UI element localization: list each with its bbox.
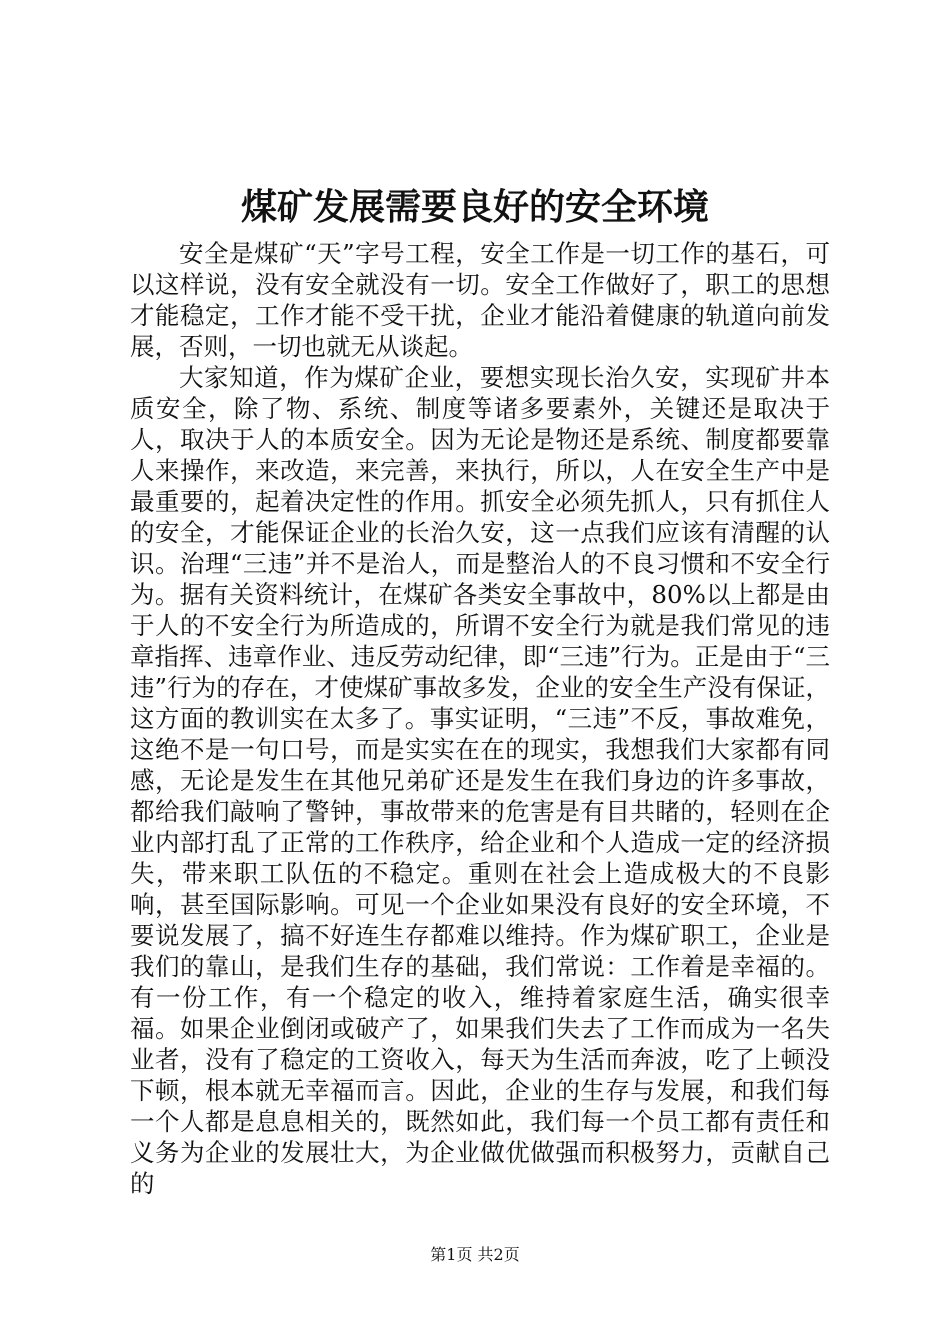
page-number-footer: 第1页 共2页 xyxy=(430,1245,520,1264)
document-body xyxy=(130,238,830,1199)
paragraph-1: 安全是煤矿“天”字号工程，安全工作是一切工作的基石，可以这样说，没有安全就没有一切。安全工作做好了，职工的思想才能稳定，工作才能不受干扰，企业才能沿着健康的轨道向前发展，否则，一切也就无从谈起。 xyxy=(130,239,830,361)
paragraph-2: 大家知道，作为煤矿企业，要想实现长治久安，实现矿井本质安全，除了物、系统、制度等诸多要素外，关键还是取决于人，取决于人的本质安全。因为无论是物还是系统、制度都要靠人来操作，来改造，来完善，来执行，所以，人在安全生产中是最重要的，起着决定性的作用。抓安全必须先抓人，只有抓住人的安全，才能保证企业的长治久安，这一点我们应该有清醒的认识。治理“三违”并不是治人，而是整治人的不良习惯和不安全行为。据有关资料统计，在煤矿各类安全事故中，80%以上都是由于人的不安全行为所造成的，所谓不安全行为就是我们常见的违章指挥、违章作业、违反劳动纪律，即“三违”行为。正是由于“三违”行为的存在，才使煤矿事故多发，企业的安全生产没有保证，这方面的教训实在太多了。事实证明，“三违”不反，事故难免，这绝不是一句口号，而是实实在在的现实，我想我们大家都有同感，无论是发生在其他兄弟矿还是发生在我们身边的许多事故，都给我们敲响了警钟，事故带来的危害是有目共睹的，轻则在企业内部打乱了正常的工作秩序，给企业和个人造成一定的经济损失，带来职工队伍的不稳定。重则在社会上造成极大的不良影响，甚至国际影响。可见一个企业如果没有良好的安全环境，不要说发展了，搞不好连生存都难以维持。作为煤矿职工，企业是我们的靠山，是我们生存的基础，我们常说：工作着是幸福的。有一份工作，有一个稳定的收入，维持着家庭生活，确实很幸福。如果企业倒闭或破产了，如果我们失去了工作而成为一名失业者，没有了稳定的工资收入，每天为生活而奔波，吃了上顿没下顿，根本就无幸福而言。因此，企业的生存与发展，和我们每一个人都是息息相关的，既然如此，我们每一个员工都有责任和义务为企业的发展壮大，为企业做优做强而积极努力，贡献自己的 xyxy=(130,363,830,1198)
document-title: 煤矿发展需要良好的安全环境 xyxy=(240,186,709,228)
